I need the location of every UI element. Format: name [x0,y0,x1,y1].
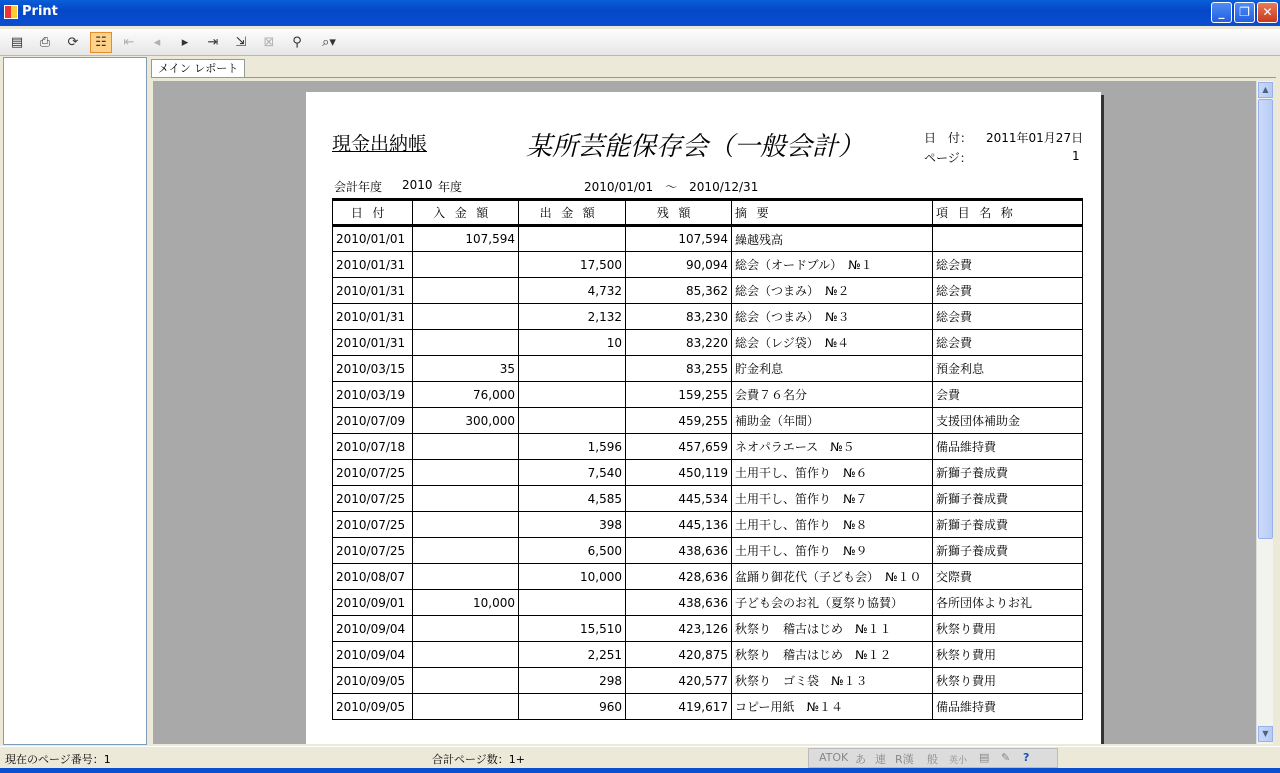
report-page-number [924,149,1080,166]
cell-item: 総会費 [933,252,1083,278]
cell-expense: 17,500 [519,252,626,278]
cell-item: 新獅子養成費 [933,538,1083,564]
table-row [333,226,1083,252]
cell-balance: 438,636 [626,538,732,564]
cell-income [413,434,519,460]
cell-expense: 298 [519,668,626,694]
cell-income [413,564,519,590]
table-row [333,590,1083,616]
page-value: 1 [1072,149,1080,163]
restore-button[interactable]: ❐ [1234,2,1255,23]
cell-income [413,460,519,486]
cell-balance: 445,534 [626,486,732,512]
cell-date: 2010/09/05 [333,668,413,694]
ime-edit-icon[interactable]: ✎ [1001,751,1011,764]
cell-balance: 159,255 [626,382,732,408]
cell-income: 35 [413,356,519,382]
date-label: 日 付： [924,131,973,145]
cell-date: 2010/01/31 [333,278,413,304]
cell-income [413,278,519,304]
app-icon [4,5,18,19]
vertical-scrollbar[interactable] [1256,81,1273,744]
cell-income: 300,000 [413,408,519,434]
table-row [333,252,1083,278]
table-row [333,304,1083,330]
table-row [333,616,1083,642]
goto-page-icon[interactable]: ⇲ [235,35,247,50]
cell-balance: 450,119 [626,460,732,486]
cell-expense: 1,596 [519,434,626,460]
status-bar [0,746,1280,769]
cell-date: 2010/01/31 [333,304,413,330]
cell-income [413,330,519,356]
cell-income: 107,594 [413,226,519,252]
cell-income [413,252,519,278]
window-title: Print [22,4,58,19]
cell-summary: 盆踊り御花代（子ども会） №１０ [732,564,933,590]
close-button[interactable]: ✕ [1257,2,1278,23]
page-setup-icon[interactable]: ▤ [10,35,24,50]
cell-balance: 438,636 [626,590,732,616]
cell-summary: 秋祭り 稽古はじめ №１１ [732,616,933,642]
cell-income [413,538,519,564]
ime-toolbar[interactable] [808,748,1058,768]
report-page [306,92,1101,744]
cell-expense [519,226,626,252]
refresh-icon[interactable]: ⟳ [67,35,79,50]
table-row [333,278,1083,304]
stop-icon[interactable]: ⊠ [263,35,275,50]
ime-eisho[interactable]: 英小 [949,756,968,766]
cell-date: 2010/07/09 [333,408,413,434]
total-pages-status: 合計ページ数：1+ [432,753,525,766]
cell-summary: 土用干し、笛作り №７ [732,486,933,512]
cell-item: 支援団体補助金 [933,408,1083,434]
fiscal-year: 2010 [402,178,433,192]
search-icon[interactable]: ⚲ [292,35,302,50]
cell-item: 総会費 [933,330,1083,356]
cell-summary: 子ども会のお礼（夏祭り協賛） [732,590,933,616]
cell-balance: 85,362 [626,278,732,304]
table-row [333,460,1083,486]
cell-date: 2010/07/25 [333,538,413,564]
cell-balance: 420,875 [626,642,732,668]
cell-balance: 445,136 [626,512,732,538]
header-date: 日付 [333,200,413,226]
first-page-icon[interactable]: ⇤ [123,35,135,50]
scroll-down-icon[interactable]: ▼ [1258,726,1273,742]
cell-summary: ネオパラエース №５ [732,434,933,460]
table-row [333,330,1083,356]
ime-menu-icon[interactable]: ▤ [979,751,990,764]
cell-summary: 秋祭り 稽古はじめ №１２ [732,642,933,668]
group-tree-pane[interactable] [3,57,147,745]
cell-balance: 83,230 [626,304,732,330]
cell-balance: 83,220 [626,330,732,356]
cell-income [413,668,519,694]
cell-expense: 6,500 [519,538,626,564]
zoom-icon[interactable]: ⌕▾ [322,35,336,50]
cell-income [413,642,519,668]
cell-date: 2010/09/04 [333,642,413,668]
cell-item: 新獅子養成費 [933,512,1083,538]
cell-item: 新獅子養成費 [933,486,1083,512]
last-page-icon[interactable]: ⇥ [207,35,219,50]
table-row [333,564,1083,590]
previous-page-icon[interactable]: ◂ [153,35,161,50]
cell-date: 2010/07/25 [333,512,413,538]
table-row [333,434,1083,460]
header-summary: 摘要 [732,200,933,226]
cell-date: 2010/09/01 [333,590,413,616]
table-row [333,356,1083,382]
cell-date: 2010/03/19 [333,382,413,408]
cell-date: 2010/01/31 [333,330,413,356]
cell-item: 新獅子養成費 [933,460,1083,486]
header-item: 項目名称 [933,200,1083,226]
cell-item: 会費 [933,382,1083,408]
cell-expense: 10,000 [519,564,626,590]
ime-atok[interactable]: ATOK [819,751,849,764]
cell-summary: 総会（レジ袋） №４ [732,330,933,356]
cell-income [413,512,519,538]
cell-item: 備品維持費 [933,694,1083,720]
cell-summary: 補助金（年間） [732,408,933,434]
cell-balance: 419,617 [626,694,732,720]
report-subtitle: 現金出納帳 [332,133,428,155]
cell-income [413,694,519,720]
cell-item: 預金利息 [933,356,1083,382]
print-icon[interactable]: ⎙ [39,35,51,50]
cell-summary: 会費７６名分 [732,382,933,408]
table-row [333,512,1083,538]
cell-item [933,226,1083,252]
cell-income [413,486,519,512]
fiscal-label: 会計年度 [334,180,383,194]
cell-item: 備品維持費 [933,434,1083,460]
cell-date: 2010/01/01 [333,226,413,252]
cell-item: 秋祭り費用 [933,616,1083,642]
next-page-icon[interactable]: ▸ [181,35,189,50]
cell-balance: 107,594 [626,226,732,252]
ime-rkan[interactable]: R漢 [895,753,914,766]
cell-expense: 2,132 [519,304,626,330]
report-date [924,129,1084,146]
cell-summary: 総会（つまみ） №３ [732,304,933,330]
date-value: 2011年01月27日 [986,131,1084,145]
cell-expense [519,382,626,408]
report-preview[interactable] [153,81,1256,744]
table-row [333,642,1083,668]
ime-hiragana[interactable]: あ [855,753,866,766]
cell-balance: 457,659 [626,434,732,460]
group-tree-icon[interactable]: ☷ [90,32,112,53]
cell-balance: 420,577 [626,668,732,694]
cell-summary: 土用干し、笛作り №８ [732,512,933,538]
cell-summary: 土用干し、笛作り №９ [732,538,933,564]
cell-expense: 15,510 [519,616,626,642]
ime-ren[interactable]: 連 [875,753,886,766]
header-expense: 出金額 [519,200,626,226]
cell-balance: 90,094 [626,252,732,278]
cell-item: 総会費 [933,304,1083,330]
cell-income [413,304,519,330]
cell-balance: 423,126 [626,616,732,642]
taskbar-strip [0,768,1280,773]
title-bar [0,0,1280,26]
header-income: 入金額 [413,200,519,226]
cell-balance: 83,255 [626,356,732,382]
cell-expense: 4,585 [519,486,626,512]
ledger-table [332,198,1083,720]
cell-balance: 459,255 [626,408,732,434]
ime-han[interactable]: 般 [927,753,938,766]
cell-expense [519,356,626,382]
cell-date: 2010/09/05 [333,694,413,720]
table-row [333,538,1083,564]
cell-summary: 貯金利息 [732,356,933,382]
tab-divider [151,77,1276,78]
cell-summary: 土用干し、笛作り №６ [732,460,933,486]
cell-summary: コピー用紙 №１４ [732,694,933,720]
cell-income: 76,000 [413,382,519,408]
cell-expense: 960 [519,694,626,720]
cell-date: 2010/08/07 [333,564,413,590]
cell-expense: 2,251 [519,642,626,668]
cell-item: 各所団体よりお礼 [933,590,1083,616]
cell-date: 2010/07/25 [333,486,413,512]
cell-summary: 総会（つまみ） №２ [732,278,933,304]
cell-date: 2010/01/31 [333,252,413,278]
cell-date: 2010/09/04 [333,616,413,642]
cell-balance: 428,636 [626,564,732,590]
cell-expense [519,590,626,616]
cell-expense: 4,732 [519,278,626,304]
cell-summary: 総会（オードブル） №１ [732,252,933,278]
cell-date: 2010/03/15 [333,356,413,382]
minimize-button[interactable]: _ [1211,2,1232,23]
cell-item: 交際費 [933,564,1083,590]
header-balance: 残額 [626,200,732,226]
cell-summary: 繰越残高 [732,226,933,252]
cell-expense: 398 [519,512,626,538]
scroll-up-icon[interactable]: ▲ [1258,82,1273,98]
cell-income [413,616,519,642]
table-row [333,486,1083,512]
ledger-header-row [333,200,1083,226]
cell-expense: 7,540 [519,460,626,486]
table-row [333,694,1083,720]
table-row [333,382,1083,408]
table-row [333,408,1083,434]
cell-income: 10,000 [413,590,519,616]
cell-item: 秋祭り費用 [933,668,1083,694]
cell-expense: 10 [519,330,626,356]
cell-item: 秋祭り費用 [933,642,1083,668]
page-label: ページ： [924,151,972,165]
period-range: 2010/01/01 ～ 2010/12/31 [584,180,759,194]
current-page-status: 現在のページ番号：1 [5,753,111,766]
cell-date: 2010/07/25 [333,460,413,486]
cell-date: 2010/07/18 [333,434,413,460]
report-title: 某所芸能保存会（一般会計） [526,132,865,162]
cell-summary: 秋祭り ゴミ袋 №１３ [732,668,933,694]
ime-help-icon[interactable]: ? [1023,751,1030,764]
cell-expense [519,408,626,434]
tab-main-report[interactable]: メイン レポート [151,59,245,78]
cell-item: 総会費 [933,278,1083,304]
fiscal-suffix: 年度 [438,180,463,194]
scroll-thumb[interactable] [1258,99,1273,539]
toolbar [0,29,1280,56]
table-row [333,668,1083,694]
